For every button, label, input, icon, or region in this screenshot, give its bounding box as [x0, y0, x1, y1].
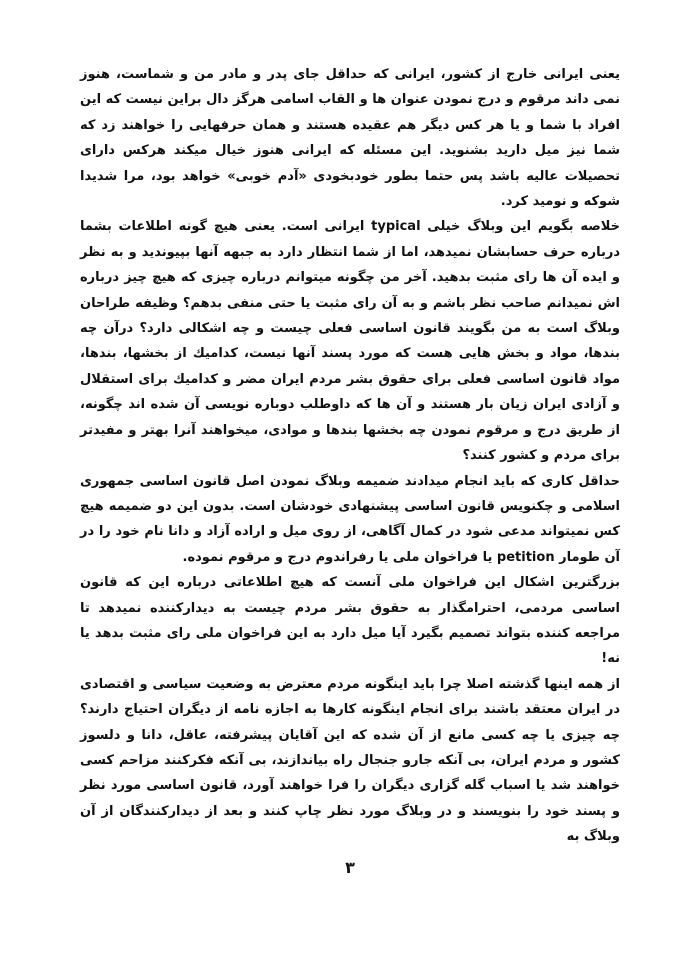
paragraph-2: خلاصه بگویم این وبلاگ خیلی typical ایرانی است. یعنی هیچ گونه اطلاعات بشما درباره حرف حسابشان نمیدهد، اما از شما انتظار دارد به جبهه آنها بپیوندید و به نظر و ایده آن ها رای مثبت بدهید. آخر من چگونه میتوانم درباره چیزی که هیچ چیز درباره اش نمیدانم صاحب نظر باشم و به آن رای مثبت یا حتی منفی بدهم؟ وظیفه طراحان وبلاگ است به من بگویند قانون اساسی فعلی چیست و چه اشکالی دارد؟ درآن چه بندها، مواد و بخش هایی هست که مورد پسند آنها نیست، کدامیك از بخشها، بندها، مواد قانون اساسی فعلی برای حقوق بشر مردم ایران مضر و كدامیك برای استقلال و آزادی ایران زیان بار هستند و آن ها كه داوطلب دوباره نویسی آن شده اند چگونه، از طریق درج و مرقوم نمودن چه بخشها بندها و موادی، میخواهند آنرا بهتر و مفیدتر برای مردم و كشور كنند؟: [80, 219, 621, 464]
paragraph-1: یعنی ایرانی خارج از کشور، ایرانی که حداقل جای پدر و مادر من و شماست، هنوز نمی داند مرقوم و درج نمودن عنوان ها و القاب اسامی هرگز دال براین نیست که این افراد با شما و یا هر کس دیگر هم عقیده هستند و همان حرفهایی را خواهند زد که شما نیز میل دارید بشنوید. این مسئله که ایرانی هنوز خیال میکند هرکس دارای تحصیلات عالیه باشد پس حتما بطور خودبخودی «آدم خوبی» خواهد بود، مرا شدیدا شوکه و نومید کرد.: [80, 67, 620, 210]
body-text: [80, 62, 620, 850]
paragraph-3: حداقل كاری كه باید انجام میدادند ضمیمه وبلاگ نمودن اصل قانون اساسی جمهوری اسلامی و چكنویس قانون اساسی پیشنهادی خودشان است. بدون این دو ضمیمه هیچ كس نمیتواند مدعی شود در كمال آگاهی، از روی میل و اراده آزاد و دانا نام خود را در آن طومار petition یا فراخوان ملی یا رفراندوم درج و مرقوم نموده.: [80, 473, 620, 565]
page-number: ۳: [345, 858, 355, 877]
paragraph-4: بزرگترین اشكال این فراخوان ملی آنست كه هیچ اطلاعاتی درباره این كه قانون اساسی مردمی، احترامگذار به حقوق بشر مردم چیست به دیداركننده نمیدهد تا مراجعه كننده بتواند تصمیم بگیرد آیا میل دارد به این فراخوان ملی رای مثبت بدهد یا نه!: [80, 575, 620, 667]
paragraph-5: از همه اینها گذشته اصلا چرا باید اینگونه مردم معترض به وضعیت سیاسی و اقتصادی در ایران معتقد باشند برای انجام اینگونه كارها به اجازه نامه از دیگران احتیاج دارند؟ چه چیزی یا چه كسی مانع از آن شده كه این آقایان پیشرفته، عاقل، دانا و دلسوز كشور و مردم ایران، بی آنكه جارو جنجال راه بیاندازند، بی آنكه فكركنند مزاحم كسی خواهند شد یا اسباب گله گزاری دیگران را فرا خواهند آورد، قانون اساسی مورد نظر و پسند خود را بنویسند و در وبلاگ مورد نظر چاپ كنند و بعد از دیداركنندگان از آن وبلاگ به: [80, 676, 620, 845]
